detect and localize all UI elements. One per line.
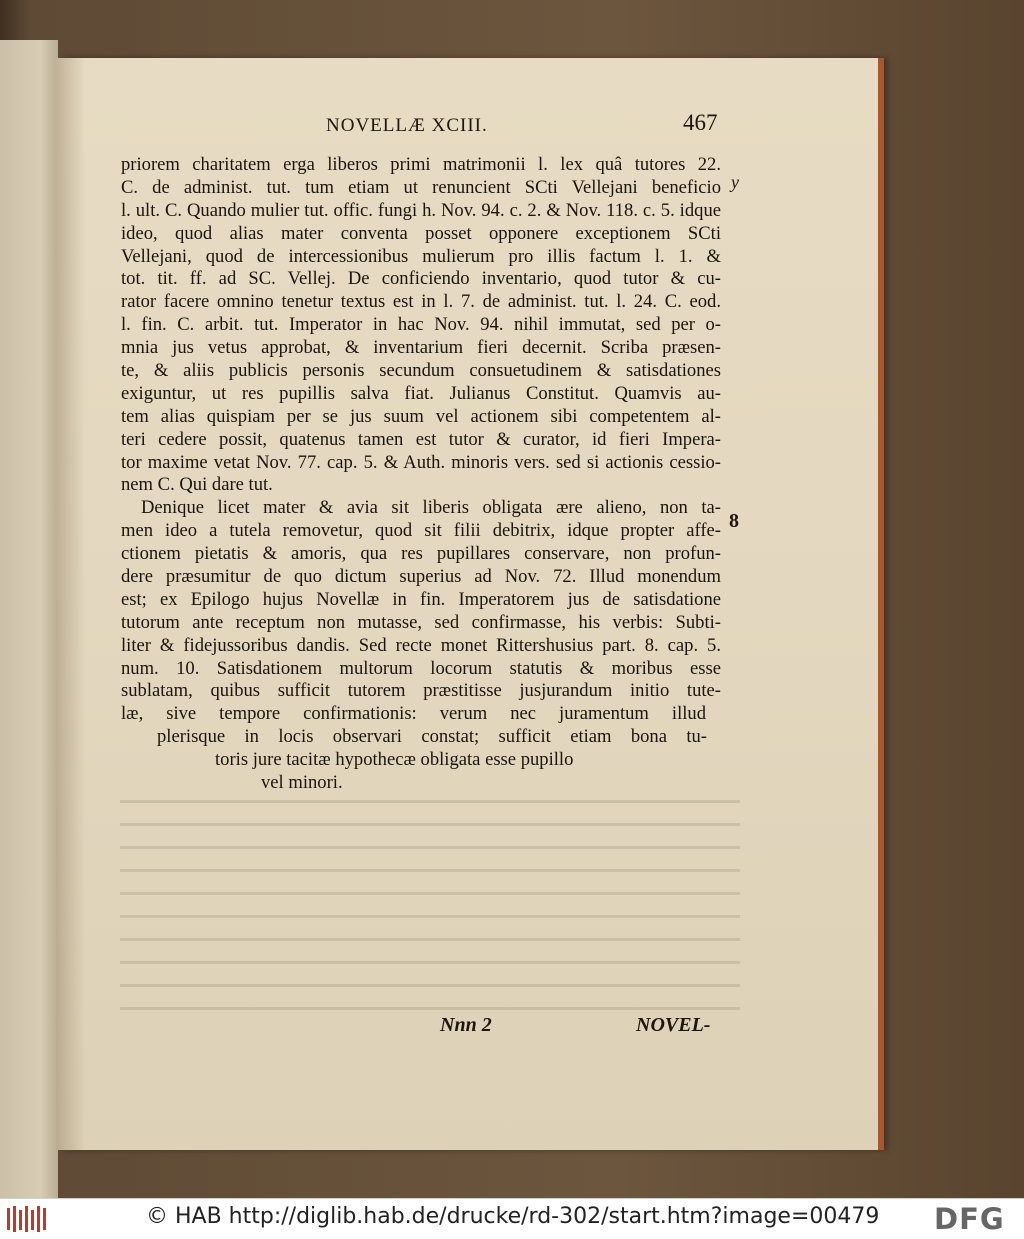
text-line: num. 10. Satisdationem multorum locorum statutis & moribus esse [121,657,721,679]
text-line: tot. tit. ff. ad SC. Vellej. De conficiendo inventario, quod tutor & cu- [121,268,721,290]
text-line: Denique licet mater & avia sit liberis obligata ære alieno, non ta- [141,497,721,519]
page-number: 467 [683,110,718,135]
text-line: tutorum ante receptum non mutasse, sed confirmasse, his verbis: Subti- [121,611,721,633]
hab-logo-icon [6,1205,46,1233]
signature-mark: Nnn 2 [440,1014,492,1036]
catchword: NOVEL- [636,1014,711,1036]
text-line: te, & aliis publicis personis secundum consuetudinem & satisdationes [121,360,721,382]
text-line: nem C. Qui dare tut. [121,474,273,496]
body-text [121,154,721,795]
dfg-logo: DFG [934,1202,1005,1236]
text-line: exiguntur, ut res pupillis salva fiat. Julianus Constitut. Quamvis au- [121,382,721,404]
text-line: teri cedere possit, quatenus tamen est tutor & curator, id fieri Impera- [121,428,721,450]
copyright-url[interactable]: © HAB http://diglib.hab.de/drucke/rd-302/start.htm?image=00479 [146,1204,880,1229]
text-line: l. fin. C. arbit. tut. Imperator in hac Nov. 94. nihil immutat, sed per o- [121,314,721,336]
left-page-edge [0,40,58,1198]
text-line: sublatam, quibus sufficit tutorem præstitisse jusjurandum initio tute- [121,680,721,702]
text-line: C. de administ. tut. tum etiam ut renuncient SCti Vellejani beneficio [121,176,721,198]
viewer-footer-bar [0,1198,1024,1239]
text-line: ctionem pietatis & amoris, qua res pupillares conservare, non profun- [121,543,721,565]
show-through-text [120,800,740,1030]
text-line: men ideo a tutela removetur, quod sit filii debitrix, idque propter affe- [121,520,721,542]
text-line: est; ex Epilogo hujus Novellæ in fin. Imperatorem jus de satisdatione [121,588,721,610]
text-line: mnia jus vetus approbat, & inventarium fieri decernit. Scriba præsen- [121,337,721,359]
text-line: toris jure tacitæ hypothecæ obligata esse pupillo [215,749,574,771]
text-line: l. ult. C. Quando mulier tut. offic. fungi h. Nov. 94. c. 2. & Nov. 118. c. 5. idque [121,199,721,221]
text-line: Vellejani, quod de intercessionibus mulierum pro illis factum l. 1. & [121,245,721,267]
running-head: NOVELLÆ XCIII. [326,115,488,136]
text-line: tor maxime vetat Nov. 77. cap. 5. & Auth. minoris vers. sed si actionis cessio- [121,451,721,473]
margin-note: 8 [729,510,739,532]
text-line: læ, sive tempore confirmationis: verum nec juramentum illud [121,703,706,725]
text-line: priorem charitatem erga liberos primi matrimonii l. lex quâ tutores 22. [121,154,721,175]
text-line: ideo, quod alias mater conventa posset opponere exceptionem SCti [121,222,721,244]
text-line: vel minori. [261,772,343,794]
text-line: tem alias quispiam per se jus suum vel actionem sibi competentem al- [121,405,721,427]
margin-note: y [731,172,739,192]
page-gutter-shadow [56,58,86,1150]
text-line: rator facere omnino tenetur textus est in l. 7. de administ. tut. l. 24. C. eod. [121,291,721,313]
text-line: plerisque in locis observari constat; sufficit etiam bona tu- [157,726,707,748]
text-line: dere præsumitur de quo dictum superius ad Nov. 72. Illud monendum [121,566,721,588]
text-line: liter & fidejussoribus dandis. Sed recte monet Rittershusius part. 8. cap. 5. [121,634,721,656]
